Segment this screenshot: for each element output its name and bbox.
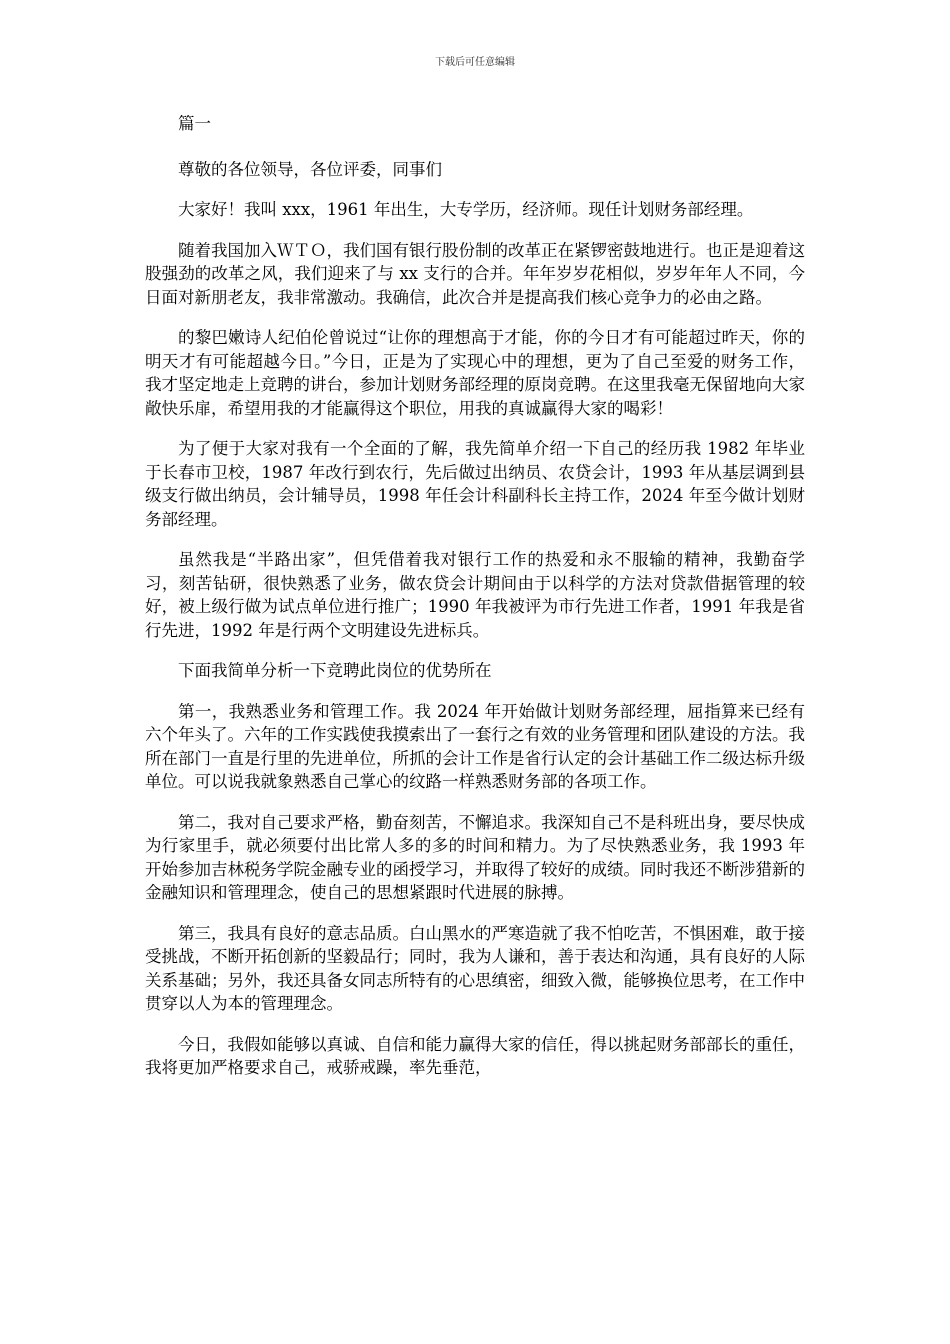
salutation: 尊敬的各位领导，各位评委，同事们	[178, 159, 442, 179]
paragraph-experience: 为了便于大家对我有一个全面的了解，我先简单介绍一下自己的经历我 1982 年毕业于长春市卫校，1987 年改行到农行，先后做过出纳员、农贷会计，1993 年从基层调到县级支行做出纳员，会计辅导员，1998 年任会计科副科长主持工作，2024 年至今做计划财务部经理。	[145, 439, 805, 529]
document-body	[145, 112, 805, 1097]
paragraph-advantages-intro: 下面我简单分析一下竞聘此岗位的优势所在	[178, 661, 492, 680]
paragraph-achievements: 虽然我是“半路出家”，但凭借着我对银行工作的热爱和永不服输的精神，我勤奋学习，刻苦钻研，很快熟悉了业务，做农贷会计期间由于以科学的方法对贷款借据管理的较好，被上级行做为试点单位进行推广；1990 年我被评为市行先进工作者，1991 年我是省行先进，1992 年是行两个文明建设先进标兵。	[145, 550, 805, 640]
page-header-note: 下载后可任意编辑	[435, 57, 515, 68]
paragraph-introduction: 大家好！我叫 xxx，1961 年出生，大专学历，经济师。现任计划财务部经理。	[178, 200, 754, 219]
paragraph-closing: 今日，我假如能够以真诚、自信和能力赢得大家的信任，得以挑起财务部部长的重任，我将更加严格要求自己，戒骄戒躁，率先垂范，	[145, 1034, 805, 1077]
paragraph-advantage-third: 第三，我具有良好的意志品质。白山黑水的严寒造就了我不怕吃苦，不惧困难，敢于接受挑战，不断开拓创新的坚毅品行；同时，我为人谦和，善于表达和沟通，具有良好的人际关系基础；另外，我还具备女同志所特有的心思缜密，细致入微，能够换位思考，在工作中贯穿以人为本的管理理念。	[145, 923, 805, 1013]
paragraph-advantage-second: 第二，我对自己要求严格，勤奋刻苦，不懈追求。我深知自己不是科班出身，要尽快成为行家里手，就必须要付出比常人多的多的时间和精力。为了尽快熟悉业务，我 1993 年开始参加吉林税务学院金融专业的函授学习，并取得了较好的成绩。同时我还不断涉猎新的金融知识和管理理念，使自己的思想紧跟时代进展的脉搏。	[145, 812, 805, 902]
paragraph-quote: 的黎巴嫩诗人纪伯伦曾说过“让你的理想高于才能，你的今日才有可能超过昨天，你的明天才有可能超越今日。”今日，正是为了实现心中的理想，更为了自己至爱的财务工作，我才坚定地走上竞聘的讲台，参加计划财务部经理的原岗竞聘。在这里我毫无保留地向大家敞快乐扉，希望用我的才能赢得这个职位，用我的真诚赢得大家的喝彩！	[145, 328, 805, 418]
paragraph-advantage-first: 第一，我熟悉业务和管理工作。我 2024 年开始做计划财务部经理，屈指算来已经有六个年头了。六年的工作实践使我摸索出了一套行之有效的业务管理和团队建设的方法。我所在部门一直是行里的先进单位，所抓的会计工作是省行认定的会计基础工作二级达标升级单位。可以说我就象熟悉自己掌心的纹路一样熟悉财务部的各项工作。	[145, 701, 805, 791]
section-title: 篇一	[178, 114, 211, 133]
paragraph-merger: 随着我国加入ＷＴＯ，我们国有银行股份制的改革正在紧锣密鼓地进行。也正是迎着这股强劲的改革之风，我们迎来了与 xx 支行的合并。年年岁岁花相似，岁岁年年人不同，今日面对新朋老友，我非常激动。我确信，此次合并是提高我们核心竞争力的必由之路。	[145, 240, 805, 307]
